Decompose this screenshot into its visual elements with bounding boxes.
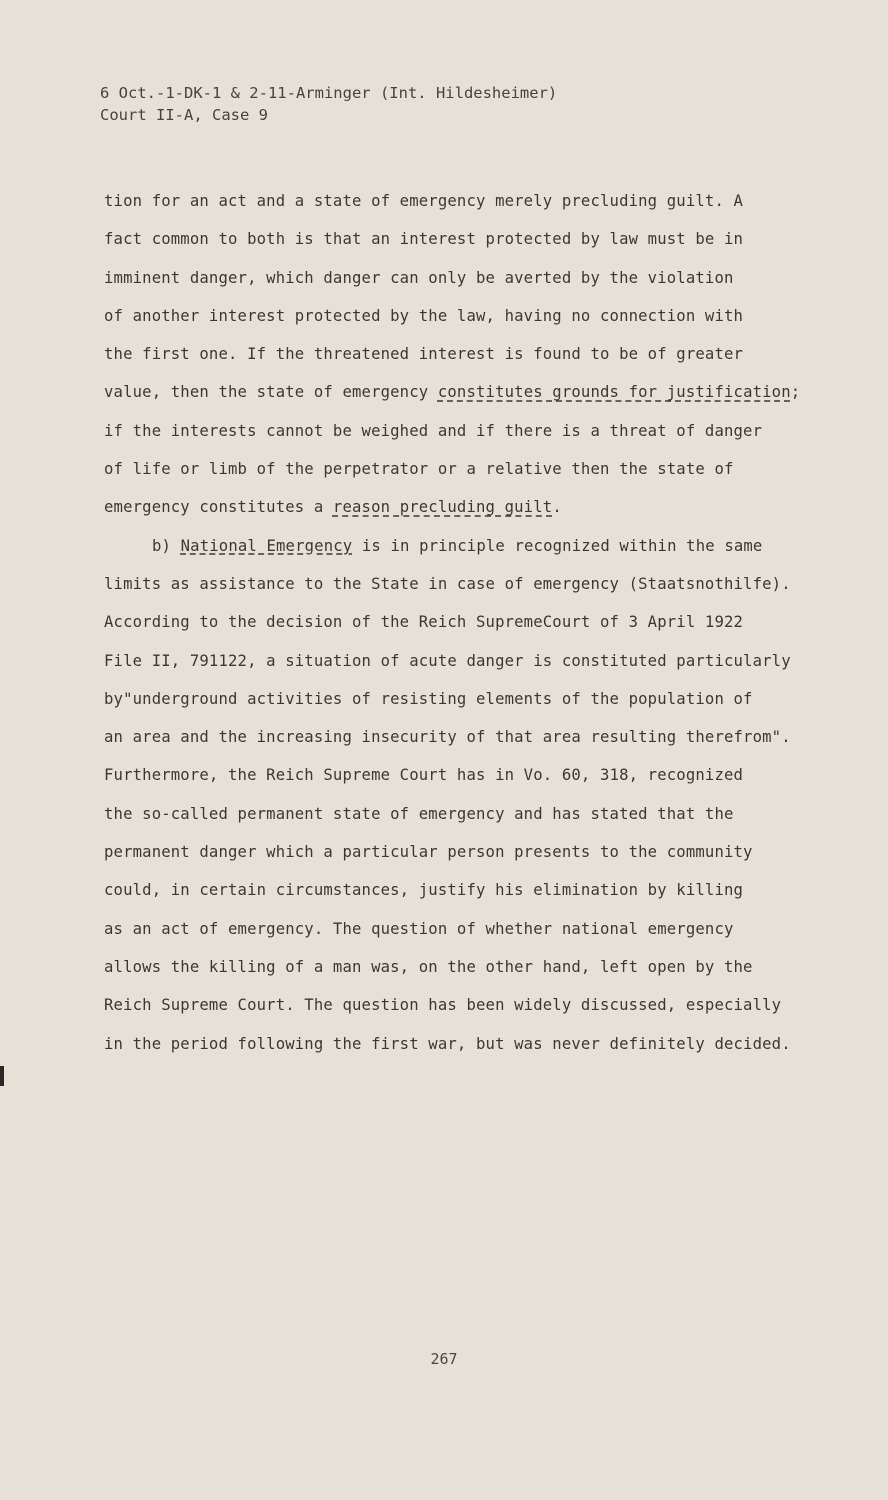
text-line <box>104 383 804 421</box>
text-line: limits as assistance to the State in case of emergency (Staatsnothilfe). <box>104 574 791 593</box>
text-line: the first one. If the threatened interest is found to be of greater <box>104 345 744 364</box>
text-segment: . <box>552 498 562 517</box>
text-line: allows the killing of a man was, on the other hand, left open by the <box>104 957 753 976</box>
text-line: of life or limb of the perpetrator or a relative then the state of <box>104 460 734 479</box>
text-line <box>104 498 804 536</box>
header-line-2: Court II-A, Case 9 <box>100 106 268 124</box>
document-body <box>104 192 804 1073</box>
underlined-phrase: reason precluding guilt <box>332 498 553 517</box>
underlined-phrase: National Emergency <box>180 536 353 555</box>
header-line-1: 6 Oct.-1-DK-1 & 2-11-Arminger (Int. Hildesheimer) <box>100 84 558 102</box>
text-line: imminent danger, which danger can only be averted by the violation <box>104 268 734 287</box>
text-line: tion for an act and a state of emergency merely precluding guilt. A <box>104 192 744 210</box>
text-line: of another interest protected by the law, having no connection with <box>104 306 744 325</box>
text-line: Furthermore, the Reich Supreme Court has in Vo. 60, 318, recognized <box>104 766 744 785</box>
edge-mark <box>0 1066 4 1086</box>
text-line <box>104 537 804 575</box>
page-number: 267 <box>430 1350 458 1368</box>
text-line: File II, 791122, a situation of acute danger is constituted particularly <box>104 651 791 670</box>
paragraph-marker: b) <box>152 536 181 555</box>
text-line: Reich Supreme Court. The question has been widely discussed, especially <box>104 996 782 1015</box>
text-line: permanent danger which a particular person presents to the community <box>104 843 753 862</box>
text-segment: value, then the state of emergency <box>104 383 438 402</box>
document-header <box>100 82 557 126</box>
text-segment: is in principle recognized within the same <box>352 536 763 555</box>
text-line: fact common to both is that an interest protected by law must be in <box>104 230 744 249</box>
text-line: by"underground activities of resisting elements of the population of <box>104 689 753 708</box>
text-line: could, in certain circumstances, justify his elimination by killing <box>104 881 744 900</box>
text-segment: ; <box>790 383 801 402</box>
text-segment: emergency constitutes a <box>104 498 333 517</box>
text-line: as an act of emergency. The question of whether national emergency <box>104 919 734 938</box>
text-line: an area and the increasing insecurity of that area resulting therefrom". <box>104 728 791 747</box>
text-line: the so-called permanent state of emergency and has stated that the <box>104 804 734 823</box>
underlined-phrase: constitutes grounds for justification <box>437 383 791 402</box>
text-line: in the period following the first war, but was never definitely decided. <box>104 1034 791 1053</box>
text-line: According to the decision of the Reich SupremeCourt of 3 April 1922 <box>104 613 744 632</box>
text-line: if the interests cannot be weighed and if there is a threat of danger <box>104 421 763 440</box>
